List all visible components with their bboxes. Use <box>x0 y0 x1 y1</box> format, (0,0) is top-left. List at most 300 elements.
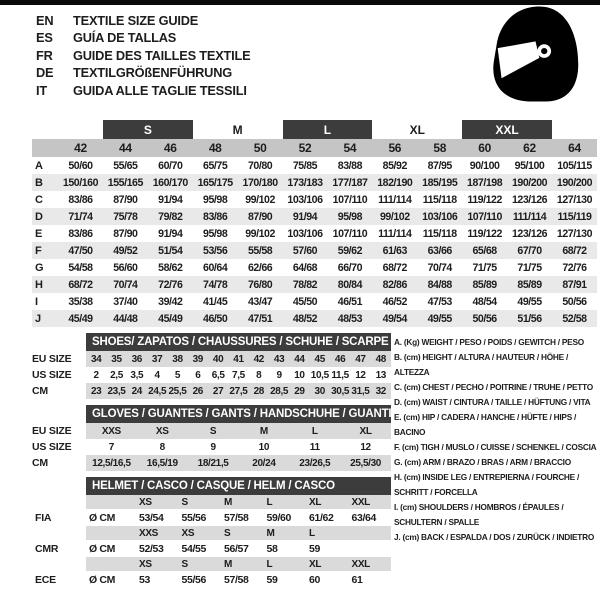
measurement-value: 85/92 <box>382 159 407 172</box>
measurement-value: 71/74 <box>58 208 103 225</box>
measurement-row <box>32 242 597 259</box>
measurement-value: 53/56 <box>193 242 238 259</box>
helmet-value: 55/56 <box>179 571 222 588</box>
measurement-row <box>32 157 597 174</box>
measurement-value: 48/53 <box>327 310 372 327</box>
helmet-value-row <box>32 571 391 588</box>
gloves-us-value: 11 <box>289 439 340 455</box>
shoes-us-value: 9 <box>269 367 289 383</box>
measurement-value: 49/52 <box>103 242 148 259</box>
measurement-value: 87/90 <box>113 193 138 206</box>
textile-size-table <box>32 120 597 327</box>
shoes-cm-row <box>32 383 391 399</box>
helmet-value: 56/57 <box>221 540 264 557</box>
measurement-row <box>32 208 597 225</box>
measurement-value: 119/122 <box>467 227 502 240</box>
measurement-value: 50/56 <box>462 310 507 327</box>
helmet-value: 58 <box>264 540 307 557</box>
measurement-value: 173/183 <box>283 174 328 191</box>
measurement-value: 47/53 <box>427 295 452 308</box>
size-group-xxl: XXL <box>462 120 552 139</box>
measurement-value: 39/42 <box>158 295 183 308</box>
shoes-cm-value: 30 <box>310 383 330 399</box>
size-number: 48 <box>193 139 238 157</box>
measurement-value: 107/110 <box>332 227 368 240</box>
gloves-eu-value: M <box>238 423 289 439</box>
helmet-size-spacer <box>86 495 136 509</box>
measurement-value: 48/54 <box>472 295 497 308</box>
shoes-cm-value: 24,5 <box>147 383 167 399</box>
measurement-value: 49/55 <box>417 310 462 327</box>
shoes-us-value: 8 <box>249 367 269 383</box>
shoes-us-value: 2 <box>86 367 106 383</box>
shoes-cm-value: 27 <box>208 383 228 399</box>
measurement-value: 187/198 <box>462 174 507 191</box>
measurement-value: 87/91 <box>552 276 597 293</box>
row-label: EU SIZE <box>32 351 86 367</box>
section-header-spacer <box>32 405 86 423</box>
size-group-xl: XL <box>372 120 462 139</box>
shoes-us-value: 6,5 <box>208 367 228 383</box>
helmet-value <box>349 540 392 557</box>
shoes-us-value: 10 <box>289 367 309 383</box>
measurement-value: 87/90 <box>113 227 138 240</box>
measurement-value: 55/65 <box>113 159 138 172</box>
gloves-eu-value: S <box>188 423 239 439</box>
measurement-value: 60/70 <box>158 159 183 172</box>
shoes-us-value: 4 <box>147 367 167 383</box>
helmet-value-row <box>32 509 391 526</box>
measurement-value: 43/47 <box>247 295 273 308</box>
shoes-cm-value: 28,5 <box>269 383 289 399</box>
helmet-size-band <box>32 526 391 540</box>
measurement-value: 65/68 <box>462 242 507 259</box>
measurement-letter: H <box>32 276 58 293</box>
shoes-eu-value: 42 <box>249 351 269 367</box>
language-label: TEXTILGRÖßENFÜHRUNG <box>73 65 232 81</box>
shoes-cm-value: 32 <box>371 383 391 399</box>
helmet-size-label: XL <box>306 495 349 509</box>
measurement-value: 82/86 <box>372 276 417 293</box>
measurement-value: 58/62 <box>158 261 183 274</box>
measurement-value: 99/102 <box>372 208 417 225</box>
measurement-value: 46/50 <box>193 310 238 327</box>
helmet-size-label: S <box>221 526 264 540</box>
measurement-value: 66/70 <box>337 261 363 274</box>
shoes-eu-value: 43 <box>269 351 289 367</box>
measurement-value: 95/98 <box>327 208 372 225</box>
measurement-value: 115/118 <box>422 227 457 240</box>
shoes-table <box>32 333 391 399</box>
measurement-value: 57/60 <box>283 242 328 259</box>
helmet-size-label: XXL <box>349 557 392 571</box>
legend-item: D. (cm) WAIST / CINTURA / TAILLE / HÜFTUNG / VITA <box>394 397 591 407</box>
language-code: ES <box>36 30 53 46</box>
measurement-value: 67/70 <box>507 242 552 259</box>
shoes-eu-value: 34 <box>86 351 106 367</box>
shoes-eu-value: 45 <box>310 351 330 367</box>
measurement-value: 50/60 <box>68 159 93 172</box>
helmet-value: 59 <box>306 540 349 557</box>
helmet-value: 53 <box>136 571 179 588</box>
helmet-size-label: M <box>221 495 264 509</box>
measurement-value: 115/118 <box>422 193 457 206</box>
size-number: 56 <box>372 139 417 157</box>
measurement-value: 71/75 <box>517 261 542 274</box>
measurement-value: 127/130 <box>556 193 593 206</box>
language-item <box>36 47 251 64</box>
size-table-body <box>32 157 597 327</box>
unit-label: Ø CM <box>86 509 136 526</box>
shoes-cm-value: 27,5 <box>228 383 248 399</box>
measurement-value: 83/86 <box>68 193 93 206</box>
gloves-cm-value: 25,5/30 <box>340 455 391 471</box>
gloves-cm-value: 23/26,5 <box>289 455 340 471</box>
gloves-eu-value: XXS <box>86 423 137 439</box>
helmet-size-label: L <box>264 557 307 571</box>
shoes-us-value: 2,5 <box>106 367 126 383</box>
legend-item: I. (cm) SHOULDERS / HOMBROS / ÉPAULES / SCHULTERN / SPALLE <box>394 502 564 527</box>
helmet-size-spacer <box>86 557 136 571</box>
measurement-value: 160/170 <box>148 174 193 191</box>
measurement-value: 95/100 <box>514 159 545 172</box>
measurement-value: 79/82 <box>148 208 193 225</box>
measurement-value: 85/89 <box>462 276 507 293</box>
size-number: 46 <box>148 139 193 157</box>
measurement-value: 70/80 <box>247 159 273 172</box>
measurement-value: 44/48 <box>103 310 148 327</box>
legend-item: A. (Kg) WEIGHT / PESO / POIDS / GEWITCH / PESO <box>394 337 584 347</box>
language-label: GUIDA ALLE TAGLIE TESSILI <box>73 82 247 98</box>
helmet-value: 52/53 <box>136 540 179 557</box>
section-header-spacer <box>32 477 86 495</box>
measurement-value: 65/75 <box>203 159 228 172</box>
sections-column <box>32 333 391 594</box>
shoes-eu-value: 41 <box>228 351 248 367</box>
language-list <box>36 12 251 99</box>
shoes-cm-value: 30,5 <box>330 383 350 399</box>
measurement-value: 87/90 <box>238 208 283 225</box>
measurement-value: 51/56 <box>507 310 552 327</box>
measurement-letter: F <box>32 242 58 259</box>
shoes-cm-value: 24 <box>127 383 147 399</box>
measurement-value: 68/72 <box>58 276 103 293</box>
row-label <box>32 526 86 540</box>
measurement-value: 45/49 <box>148 310 193 327</box>
gloves-cm-row <box>32 455 391 471</box>
gloves-us-row <box>32 439 391 455</box>
measurement-value: 56/60 <box>113 261 138 274</box>
measurement-value: 35/38 <box>68 295 93 308</box>
measurement-value: 49/55 <box>517 295 542 308</box>
language-label: GUIDE DES TAILLES TEXTILE <box>73 47 251 63</box>
measurement-value: 87/95 <box>427 159 452 172</box>
measurement-letter: C <box>35 193 43 206</box>
helmet-size-label: XXL <box>349 495 392 509</box>
measurement-value: 103/106 <box>287 227 323 240</box>
row-label: US SIZE <box>32 367 86 383</box>
measurement-value: 165/175 <box>193 174 238 191</box>
measurement-letter: B <box>32 174 58 191</box>
helmet-size-spacer <box>86 526 136 540</box>
standard-name: CMR <box>32 540 86 557</box>
shoes-us-value: 6 <box>188 367 208 383</box>
size-group-spacer <box>32 120 103 139</box>
shoes-eu-value: 48 <box>371 351 391 367</box>
measurement-value: 127/130 <box>556 227 593 240</box>
section-header-row <box>32 477 391 495</box>
language-label: TEXTILE SIZE GUIDE <box>73 13 199 28</box>
measurement-row <box>32 225 597 242</box>
helmet-value-row <box>32 540 391 557</box>
measurement-value: 95/98 <box>203 227 228 240</box>
helmet-value: 63/64 <box>349 509 392 526</box>
helmet-value: 61/62 <box>306 509 349 526</box>
helmet-title: HELMET / CASCO / CASQUE / HELM / CASCO <box>86 477 391 495</box>
measurement-value: 78/82 <box>283 276 328 293</box>
measurement-value: 123/126 <box>511 193 548 206</box>
shoes-eu-value: 37 <box>147 351 167 367</box>
shoes-us-value: 10,5 <box>310 367 330 383</box>
measurement-value: 55/58 <box>238 242 283 259</box>
measurement-letter: I <box>35 295 39 308</box>
language-item <box>36 29 251 46</box>
shoes-title: SHOES/ ZAPATOS / CHAUSSURES / SCHUHE / SCARPE <box>86 333 391 351</box>
language-code: FR <box>36 47 53 63</box>
measurement-value: 111/114 <box>378 193 412 206</box>
legend-item: C. (cm) CHEST / PECHO / POITRINE / TRUHE / PETTO <box>394 382 593 392</box>
measurement-value: 75/85 <box>292 159 318 172</box>
size-number: 62 <box>507 139 552 157</box>
measurement-row <box>32 259 597 276</box>
helmet-size-band <box>32 557 391 571</box>
measurement-value: 47/50 <box>58 242 103 259</box>
measurement-value: 91/94 <box>158 193 183 206</box>
shoes-cm-value: 29 <box>289 383 309 399</box>
shoes-eu-value: 36 <box>127 351 147 367</box>
helmet-size-label <box>349 526 392 540</box>
section-header-spacer <box>32 333 86 351</box>
section-header-row <box>32 333 391 351</box>
measurement-value: 155/165 <box>103 174 148 191</box>
helmet-value: 54/55 <box>179 540 222 557</box>
language-item <box>36 64 251 81</box>
shoes-eu-value: 39 <box>188 351 208 367</box>
size-group-row <box>32 120 597 139</box>
size-group-spacer <box>552 120 597 139</box>
helmet-value: 55/56 <box>179 509 222 526</box>
measurement-value: 74/78 <box>193 276 238 293</box>
row-label: EU SIZE <box>32 423 86 439</box>
measurement-value: 45/50 <box>292 295 318 308</box>
measurement-value: 177/187 <box>327 174 372 191</box>
size-number: 58 <box>417 139 462 157</box>
language-code: EN <box>36 13 54 28</box>
size-number: 44 <box>103 139 148 157</box>
size-table-head <box>32 120 597 157</box>
helmet-size-band <box>32 495 391 509</box>
measurement-value: 76/80 <box>238 276 283 293</box>
measurement-value: 83/88 <box>337 159 363 172</box>
language-code: IT <box>36 82 47 98</box>
gloves-title: GLOVES / GUANTES / GANTS / HANDSCHUHE / GUANTI <box>86 405 391 423</box>
gloves-eu-value: L <box>289 423 340 439</box>
helmet-value: 60 <box>306 571 349 588</box>
shoes-cm-value: 23 <box>86 383 106 399</box>
legend-item: E. (cm) HIP / CADERA / HANCHE / HÜFTE / HIPS / BACINO <box>394 412 577 437</box>
measurement-value: 111/114 <box>507 208 552 225</box>
measurement-value: 150/160 <box>58 174 103 191</box>
helmet-value: 59 <box>264 571 307 588</box>
gloves-cm-value: 20/24 <box>238 455 289 471</box>
shoes-eu-value: 46 <box>330 351 350 367</box>
helmet-value: 61 <box>349 571 392 588</box>
section-header-row <box>32 405 391 423</box>
measurement-value: 60/64 <box>203 261 228 274</box>
measurement-value: 91/94 <box>158 227 183 240</box>
measurement-letter: A <box>35 159 43 172</box>
measurement-value: 90/100 <box>469 159 500 172</box>
measurement-letter: G <box>35 261 44 274</box>
legend <box>394 333 598 545</box>
size-group-l: L <box>283 120 373 139</box>
gloves-cm-value: 18/21,5 <box>188 455 239 471</box>
helmet-size-label: M <box>264 526 307 540</box>
size-number: 42 <box>58 139 103 157</box>
shoes-cm-value: 23,5 <box>106 383 126 399</box>
measurement-value: 111/114 <box>378 227 412 240</box>
shoes-cm-value: 31,5 <box>350 383 370 399</box>
measurement-value: 107/110 <box>462 208 507 225</box>
measurement-value: 63/66 <box>417 242 462 259</box>
language-code: DE <box>36 65 54 81</box>
measurement-value: 54/58 <box>68 261 93 274</box>
measurement-value: 91/94 <box>283 208 328 225</box>
shoes-us-value: 12 <box>350 367 370 383</box>
measurement-letter: E <box>35 227 43 240</box>
gloves-eu-row <box>32 423 391 439</box>
shoes-cm-value: 26 <box>188 383 208 399</box>
measurement-value: 115/119 <box>552 208 597 225</box>
standard-name: FIA <box>32 509 86 526</box>
measurement-value: 190/200 <box>552 174 597 191</box>
helmet-size-label: L <box>306 526 349 540</box>
measurement-value: 70/74 <box>103 276 148 293</box>
measurement-value: 47/51 <box>238 310 283 327</box>
size-group-s: S <box>103 120 193 139</box>
gloves-eu-value: XS <box>137 423 188 439</box>
shoes-eu-value: 47 <box>350 351 370 367</box>
helmet-size-label: XS <box>136 495 179 509</box>
measurement-value: 80/84 <box>327 276 372 293</box>
measurement-value: 46/51 <box>337 295 363 308</box>
row-label <box>32 557 86 571</box>
shoes-us-value: 7,5 <box>228 367 248 383</box>
row-label <box>32 495 86 509</box>
measurement-row <box>32 310 597 327</box>
measurement-row <box>32 276 597 293</box>
measurement-value: 103/106 <box>417 208 462 225</box>
measurement-value: 170/180 <box>238 174 283 191</box>
measurement-row <box>32 293 597 310</box>
measurement-value: 72/76 <box>148 276 193 293</box>
gloves-us-value: 7 <box>86 439 137 455</box>
legend-item: J. (cm) BACK / ESPALDA / DOS / ZURÜCK / INDIETRO <box>394 532 595 542</box>
measurement-value: 45/49 <box>58 310 103 327</box>
gloves-us-value: 10 <box>238 439 289 455</box>
measurement-value: 68/72 <box>552 242 597 259</box>
measurement-value: 84/88 <box>417 276 462 293</box>
helmet-value: 59/60 <box>264 509 307 526</box>
measurement-value: 107/110 <box>332 193 368 206</box>
helmet-value: 57/58 <box>221 509 264 526</box>
size-number: 60 <box>462 139 507 157</box>
measurement-value: 182/190 <box>372 174 417 191</box>
measurement-value: 72/76 <box>562 261 587 274</box>
measurement-letter: D <box>32 208 58 225</box>
measurement-value: 71/75 <box>472 261 497 274</box>
shoes-us-value: 13 <box>371 367 391 383</box>
size-number: 64 <box>552 139 597 157</box>
measurement-value: 185/195 <box>417 174 462 191</box>
measurement-value: 75/78 <box>103 208 148 225</box>
legend-item: F. (cm) TIGH / MUSLO / CUISSE / SCHENKEL / COSCIA <box>394 442 597 452</box>
measurement-value: 103/106 <box>287 193 323 206</box>
standard-name: ECE <box>32 571 86 588</box>
size-group-m: M <box>193 120 283 139</box>
measurement-value: 95/98 <box>203 193 228 206</box>
shoes-us-row <box>32 367 391 383</box>
size-number-row <box>32 139 597 157</box>
helmet-table <box>32 477 391 588</box>
measurement-value: 59/62 <box>327 242 372 259</box>
helmet-size-label: XXS <box>136 526 179 540</box>
helmet-size-label: L <box>264 495 307 509</box>
shoes-cm-value: 25,5 <box>167 383 187 399</box>
language-item <box>36 82 251 99</box>
row-label: US SIZE <box>32 439 86 455</box>
gloves-cm-value: 16,5/19 <box>137 455 188 471</box>
gloves-us-value: 12 <box>340 439 391 455</box>
unit-label: Ø CM <box>86 571 136 588</box>
helmet-size-label: XL <box>306 557 349 571</box>
shoes-us-value: 3,5 <box>127 367 147 383</box>
helmet-size-label: XS <box>136 557 179 571</box>
helmet-size-label: S <box>179 557 222 571</box>
helmet-size-label: XS <box>179 526 222 540</box>
measurement-value: 119/122 <box>467 193 502 206</box>
legend-item: G. (cm) ARM / BRAZO / BRAS / ARM / BRACCIO <box>394 457 571 467</box>
measurement-row <box>32 191 597 208</box>
measurement-value: 50/56 <box>562 295 587 308</box>
shoes-eu-value: 35 <box>106 351 126 367</box>
measurement-value: 61/63 <box>372 242 417 259</box>
language-item <box>36 12 251 29</box>
measurement-value: 41/45 <box>203 295 228 308</box>
measurement-value: 52/58 <box>552 310 597 327</box>
gloves-us-value: 8 <box>137 439 188 455</box>
size-number: 52 <box>283 139 328 157</box>
row-label: CM <box>32 383 86 399</box>
row-label: CM <box>32 455 86 471</box>
measurement-value: 123/126 <box>511 227 548 240</box>
legend-item: B. (cm) HEIGHT / ALTURA / HAUTEUR / HÖHE / ALTEZZA <box>394 352 569 377</box>
helmet-value: 53/54 <box>136 509 179 526</box>
measurement-value: 62/66 <box>247 261 273 274</box>
measurement-value: 37/40 <box>113 295 138 308</box>
size-number-spacer <box>32 139 58 157</box>
measurement-value: 105/115 <box>557 159 592 172</box>
